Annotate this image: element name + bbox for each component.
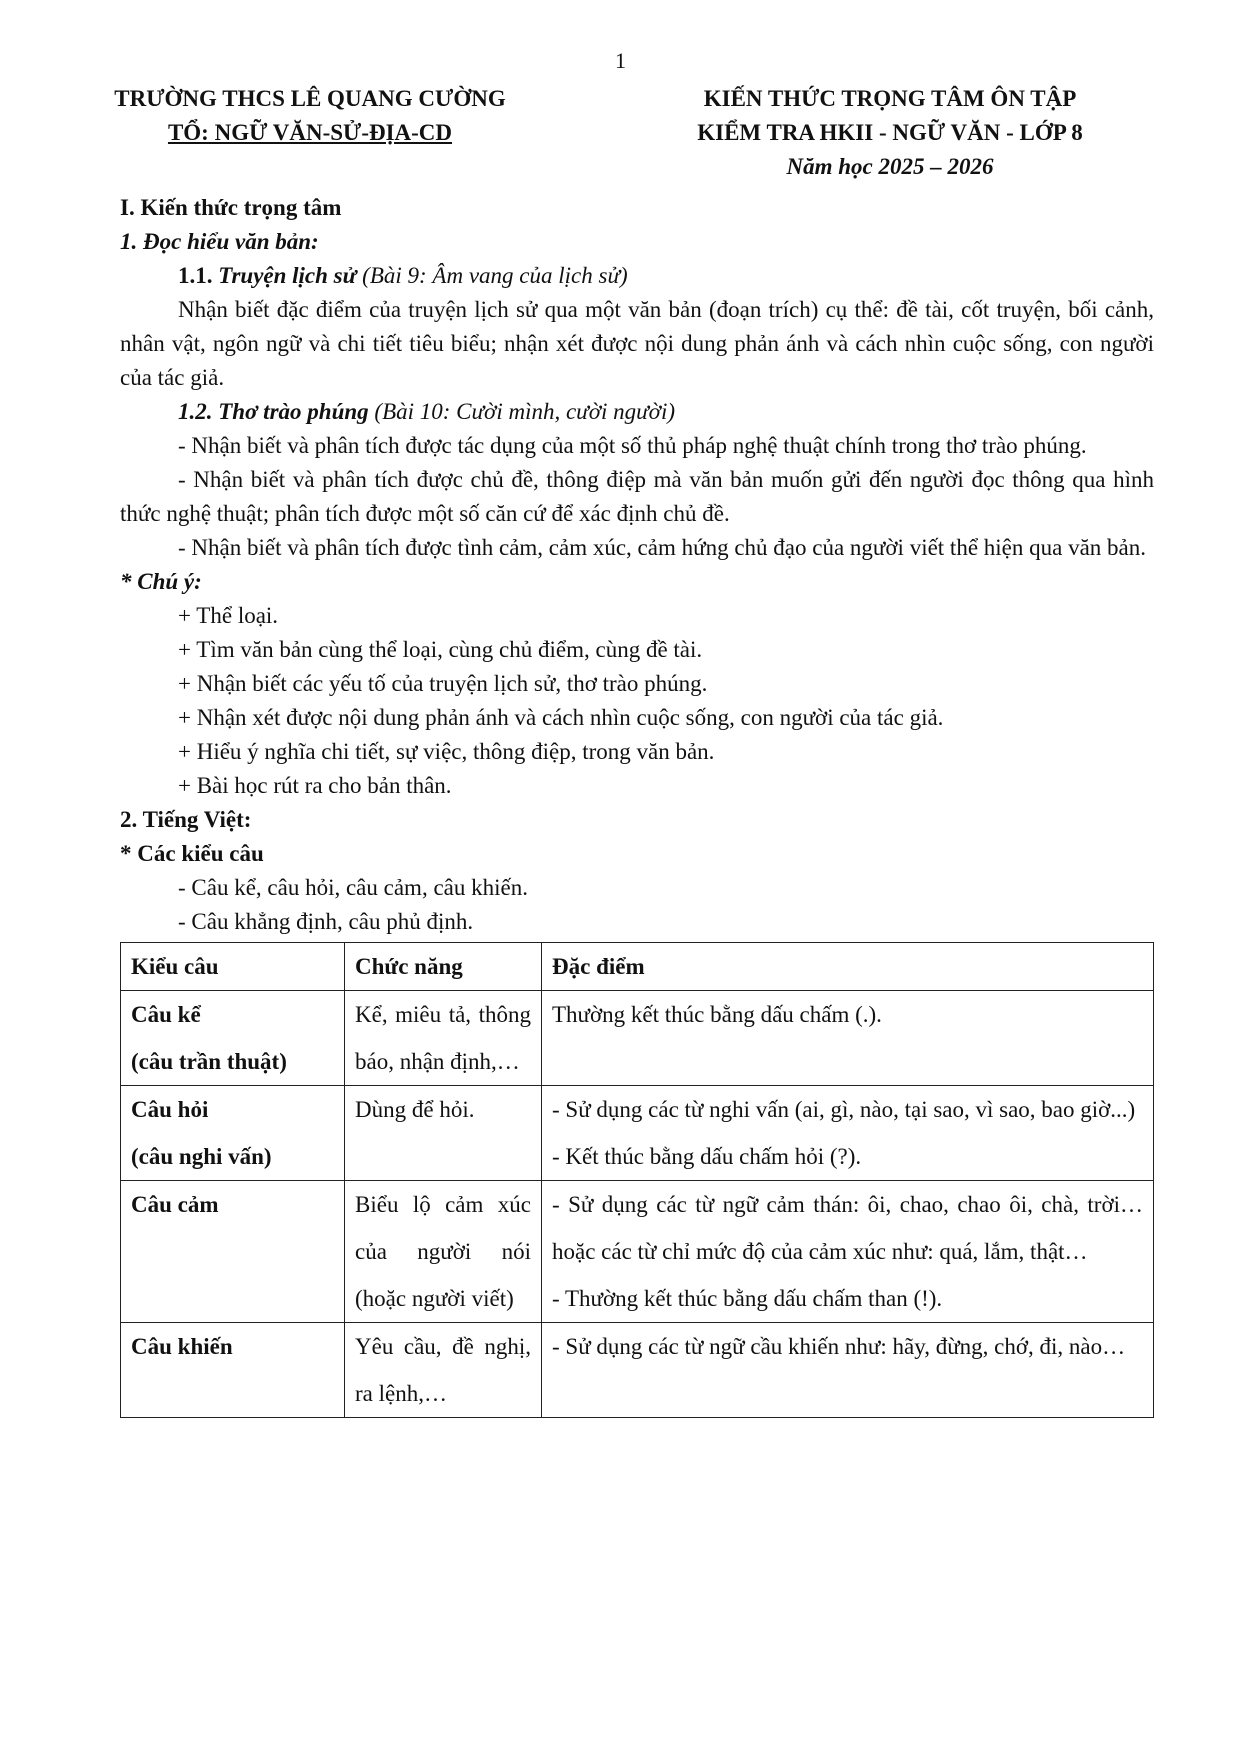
item-name: Truyện lịch sử: [218, 263, 357, 288]
department-name: TỔ: NGỮ VĂN-SỬ-ĐỊA-CD: [167, 120, 453, 145]
sentence-type-cell: [121, 1181, 345, 1323]
table-header-row: [121, 943, 1154, 991]
feature-line: Thường kết thúc bằng dấu chấm (.).: [552, 1002, 882, 1027]
subsection-reading-heading: 1. Đọc hiểu văn bản:: [120, 229, 319, 254]
note-item: + Tìm văn bản cùng thể loại, cùng chủ điểm, cùng đề tài.: [178, 637, 703, 662]
item-historical-story-heading: [120, 259, 1154, 293]
section-heading: I. Kiến thức trọng tâm: [120, 195, 342, 220]
document-body: [120, 191, 1154, 1418]
sentence-type-name: Câu cảm: [131, 1192, 219, 1217]
school-year: Năm học 2025 – 2026: [786, 154, 994, 179]
sentence-type-name: Câu hỏi: [131, 1097, 209, 1122]
document-title: [610, 82, 1170, 184]
header-features: Đặc điểm: [542, 943, 1154, 991]
feature-line: - Thường kết thúc bằng dấu chấm than (!).: [552, 1286, 943, 1311]
note-item: + Bài học rút ra cho bản thân.: [178, 773, 452, 798]
features-cell: [542, 1323, 1154, 1418]
note-item: + Hiểu ý nghĩa chi tiết, sự việc, thông điệp, trong văn bản.: [178, 739, 715, 764]
item-satirical-poetry-heading: [120, 395, 1154, 429]
school-name: TRƯỜNG THCS LÊ QUANG CƯỜNG: [114, 86, 506, 111]
function-cell: Kể, miêu tả, thông báo, nhận định,…: [345, 991, 542, 1086]
sentence-type-cell: [121, 1323, 345, 1418]
item-lesson: (Bài 9: Âm vang của lịch sử): [362, 263, 628, 288]
item-number: 1.1.: [178, 263, 213, 288]
sentence-type-alias: (câu nghi vấn): [131, 1144, 272, 1169]
sentence-types-table: [120, 942, 1154, 1418]
poetry-point: - Nhận biết và phân tích được tình cảm, cảm xúc, cảm hứng chủ đạo của người viết thể hiện qua văn bản.: [178, 535, 1146, 560]
function-cell: Yêu cầu, đề nghị, ra lệnh,…: [345, 1323, 542, 1418]
feature-line: - Kết thúc bằng dấu chấm hỏi (?).: [552, 1144, 862, 1169]
item-lesson: (Bài 10: Cười mình, cười người): [374, 399, 676, 424]
feature-line: - Sử dụng các từ ngữ cầu khiến như: hãy, đừng, chớ, đi, nào…: [552, 1334, 1126, 1359]
document-header: [70, 82, 1160, 192]
feature-line: - Sử dụng các từ nghi vấn (ai, gì, nào, tại sao, vì sao, bao giờ...): [552, 1097, 1136, 1122]
school-info: [70, 82, 550, 150]
sentence-types-item: - Câu khẳng định, câu phủ định.: [178, 909, 474, 934]
poetry-point: - Nhận biết và phân tích được tác dụng của một số thủ pháp nghệ thuật chính trong thơ trào phúng.: [178, 433, 1087, 458]
sentence-type-cell: [121, 1086, 345, 1181]
table-row: [121, 1181, 1154, 1323]
title-line-1: KIẾN THỨC TRỌNG TÂM ÔN TẬP: [703, 86, 1077, 111]
note-item: + Nhận xét được nội dung phản ánh và cách nhìn cuộc sống, con người của tác giả.: [178, 705, 944, 730]
sentence-type-cell: [121, 991, 345, 1086]
feature-line: - Sử dụng các từ ngữ cảm thán: ôi, chao, chao ôi, chà, trời…hoặc các từ chỉ mức độ của cảm xúc như: quá, lắm, thật…: [552, 1192, 1143, 1264]
title-line-2: KIỂM TRA HKII - NGỮ VĂN - LỚP 8: [697, 120, 1083, 145]
note-item: + Thể loại.: [178, 603, 279, 628]
header-function: Chức năng: [345, 943, 542, 991]
sentence-type-name: Câu kể: [131, 1002, 201, 1027]
sentence-types-heading: * Các kiểu câu: [120, 841, 264, 866]
note-item: + Nhận biết các yếu tố của truyện lịch sử, thơ trào phúng.: [178, 671, 708, 696]
table-row: [121, 1086, 1154, 1181]
item-number: 1.2.: [178, 399, 213, 424]
item-name: Thơ trào phúng: [218, 399, 369, 424]
sentence-type-alias: (câu trần thuật): [131, 1049, 287, 1074]
table-row: [121, 1323, 1154, 1418]
item-historical-story-text: Nhận biết đặc điểm của truyện lịch sử qua một văn bản (đoạn trích) cụ thể: đề tài, cốt truyện, bối cảnh, nhân vật, ngôn ngữ và chi tiết tiêu biểu; nhận xét được nội dung phản ánh và cách nhìn cuộc sống, con người của tác giả.: [120, 297, 1154, 390]
features-cell: [542, 991, 1154, 1086]
page-number: 1: [615, 48, 626, 73]
table-row: [121, 991, 1154, 1086]
subsection-vietnamese-heading: 2. Tiếng Việt:: [120, 807, 252, 832]
poetry-point: - Nhận biết và phân tích được chủ đề, thông điệp mà văn bản muốn gửi đến người đọc thông qua hình thức nghệ thuật; phân tích được một số căn cứ để xác định chủ đề.: [120, 467, 1154, 526]
features-cell: [542, 1086, 1154, 1181]
sentence-type-name: Câu khiến: [131, 1334, 233, 1359]
features-cell: [542, 1181, 1154, 1323]
function-cell: Dùng để hỏi.: [345, 1086, 542, 1181]
note-heading: * Chú ý:: [120, 569, 202, 594]
function-cell: Biểu lộ cảm xúc của người nói (hoặc người viết): [345, 1181, 542, 1323]
sentence-types-item: - Câu kể, câu hỏi, câu cảm, câu khiến.: [178, 875, 528, 900]
header-sentence-type: Kiểu câu: [121, 943, 345, 991]
